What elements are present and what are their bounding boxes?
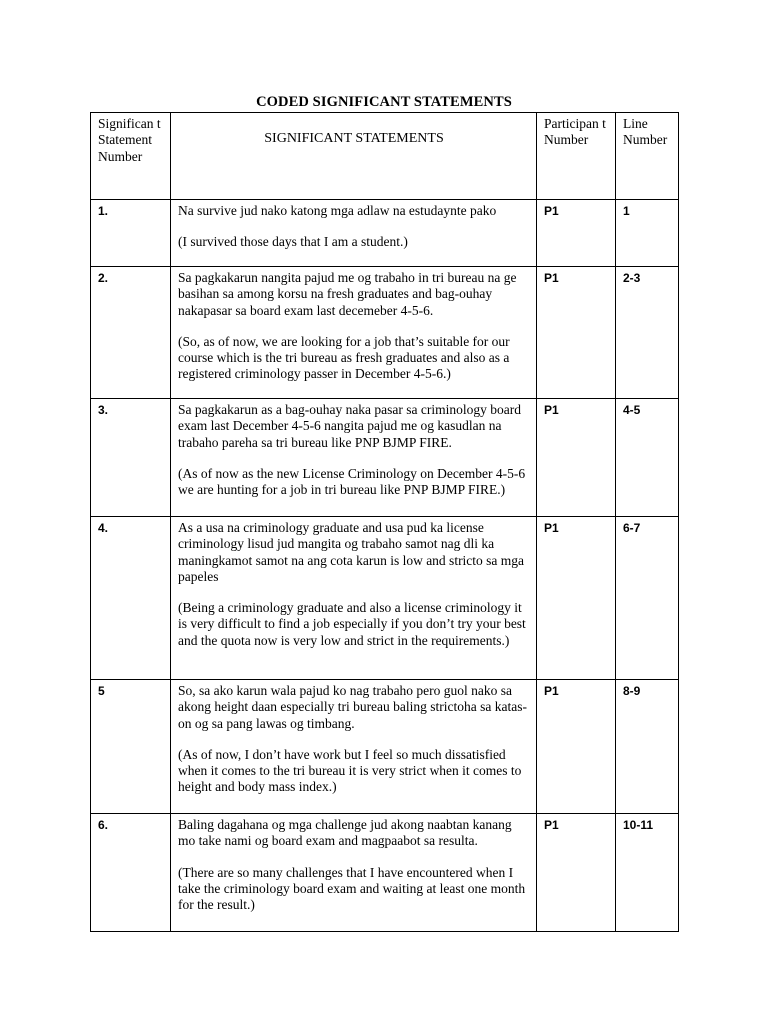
statement-number: 4. [91,517,171,680]
statement-cell [171,200,537,267]
table-row [91,399,679,517]
statement-number: 3. [91,399,171,517]
participant-number: P1 [537,680,616,814]
statement-cell [171,267,537,399]
statement-original: Na survive jud nako katong mga adlaw na estudaynte pako [178,203,497,218]
statement-original: Baling dagahana og mga challenge jud akong naabtan kanang mo take nami og board exam and magpaabot sa resulta. [178,817,512,849]
table-row [91,814,679,932]
header-participant-number: Participan t Number [537,113,616,200]
statement-cell [171,680,537,814]
statement-original: Sa pagkakarun nangita pajud me og trabaho in tri bureau na ge basihan sa among korsu na fresh graduates and bag-ouhay nakapasar sa board exam last decemeber 4-5-6. [178,270,517,318]
participant-number: P1 [537,517,616,680]
line-number: 8-9 [616,680,679,814]
table-row [91,680,679,814]
statement-translation: (There are so many challenges that I have encountered when I take the criminology board exam and waiting at least one month for the result.) [178,864,526,913]
statement-original: Sa pagkakarun as a bag-ouhay naka pasar sa criminology board exam last December 4-5-6 nangita pajud me og kasudlan na trabaho pareha sa tri bureau like PNP BJMP FIRE. [178,402,522,450]
document-title: CODED SIGNIFICANT STATEMENTS [256,94,512,110]
statement-translation: (As of now, I don’t have work but I feel so much dissatisfied when it comes to the tri bureau it is very strict when it comes to height and body mass index.) [178,746,522,795]
header-significant-statements: SIGNIFICANT STATEMENTS [171,113,537,200]
statement-cell [171,399,537,517]
line-number: 4-5 [616,399,679,517]
participant-number: P1 [537,399,616,517]
header-statement-number: Significan t Statement Number [91,113,171,200]
line-number: 10-11 [616,814,679,932]
table-row [91,267,679,399]
statement-number: 1. [91,200,171,267]
statement-number: 6. [91,814,171,932]
participant-number: P1 [537,267,616,399]
header-line-number: Line Number [616,113,679,200]
statement-translation: (As of now as the new License Criminology on December 4-5-6 we are hunting for a job in tri bureau like PNP BJMP FIRE.) [178,465,526,498]
statement-translation: (I survived those days that I am a student.) [178,234,408,250]
statement-original: As a usa na criminology graduate and usa pud ka license criminology lisud jud mangita og trabaho samot nag dli ka maningkamot samot na ang cota karun is low and stricto sa mga papeles [178,520,525,584]
statement-number: 2. [91,267,171,399]
statement-translation: (Being a criminology graduate and also a license criminology it is very difficult to find a job especially if you don’t try your best and the quota now is very low and strict in the requirements.) [178,600,526,648]
participant-number: P1 [537,200,616,267]
statement-translation: (So, as of now, we are looking for a job that’s suitable for our course which is the tri bureau as fresh graduates and also as a registered criminology passer in December 4-5-6.) [178,333,510,382]
line-number: 1 [616,200,679,267]
statement-number: 5 [91,680,171,814]
table-row [91,200,679,267]
line-number: 6-7 [616,517,679,680]
table-row [91,517,679,680]
header-row [91,113,679,200]
line-number: 2-3 [616,267,679,399]
statement-cell [171,517,537,680]
statement-original: So, sa ako karun wala pajud ko nag trabaho pero guol nako sa akong height daan especially tri bureau baling strictoha sa katas-on og sa pang lawas og timbang. [178,683,528,731]
significant-statements-table [90,112,679,932]
statement-cell [171,814,537,932]
participant-number: P1 [537,814,616,932]
